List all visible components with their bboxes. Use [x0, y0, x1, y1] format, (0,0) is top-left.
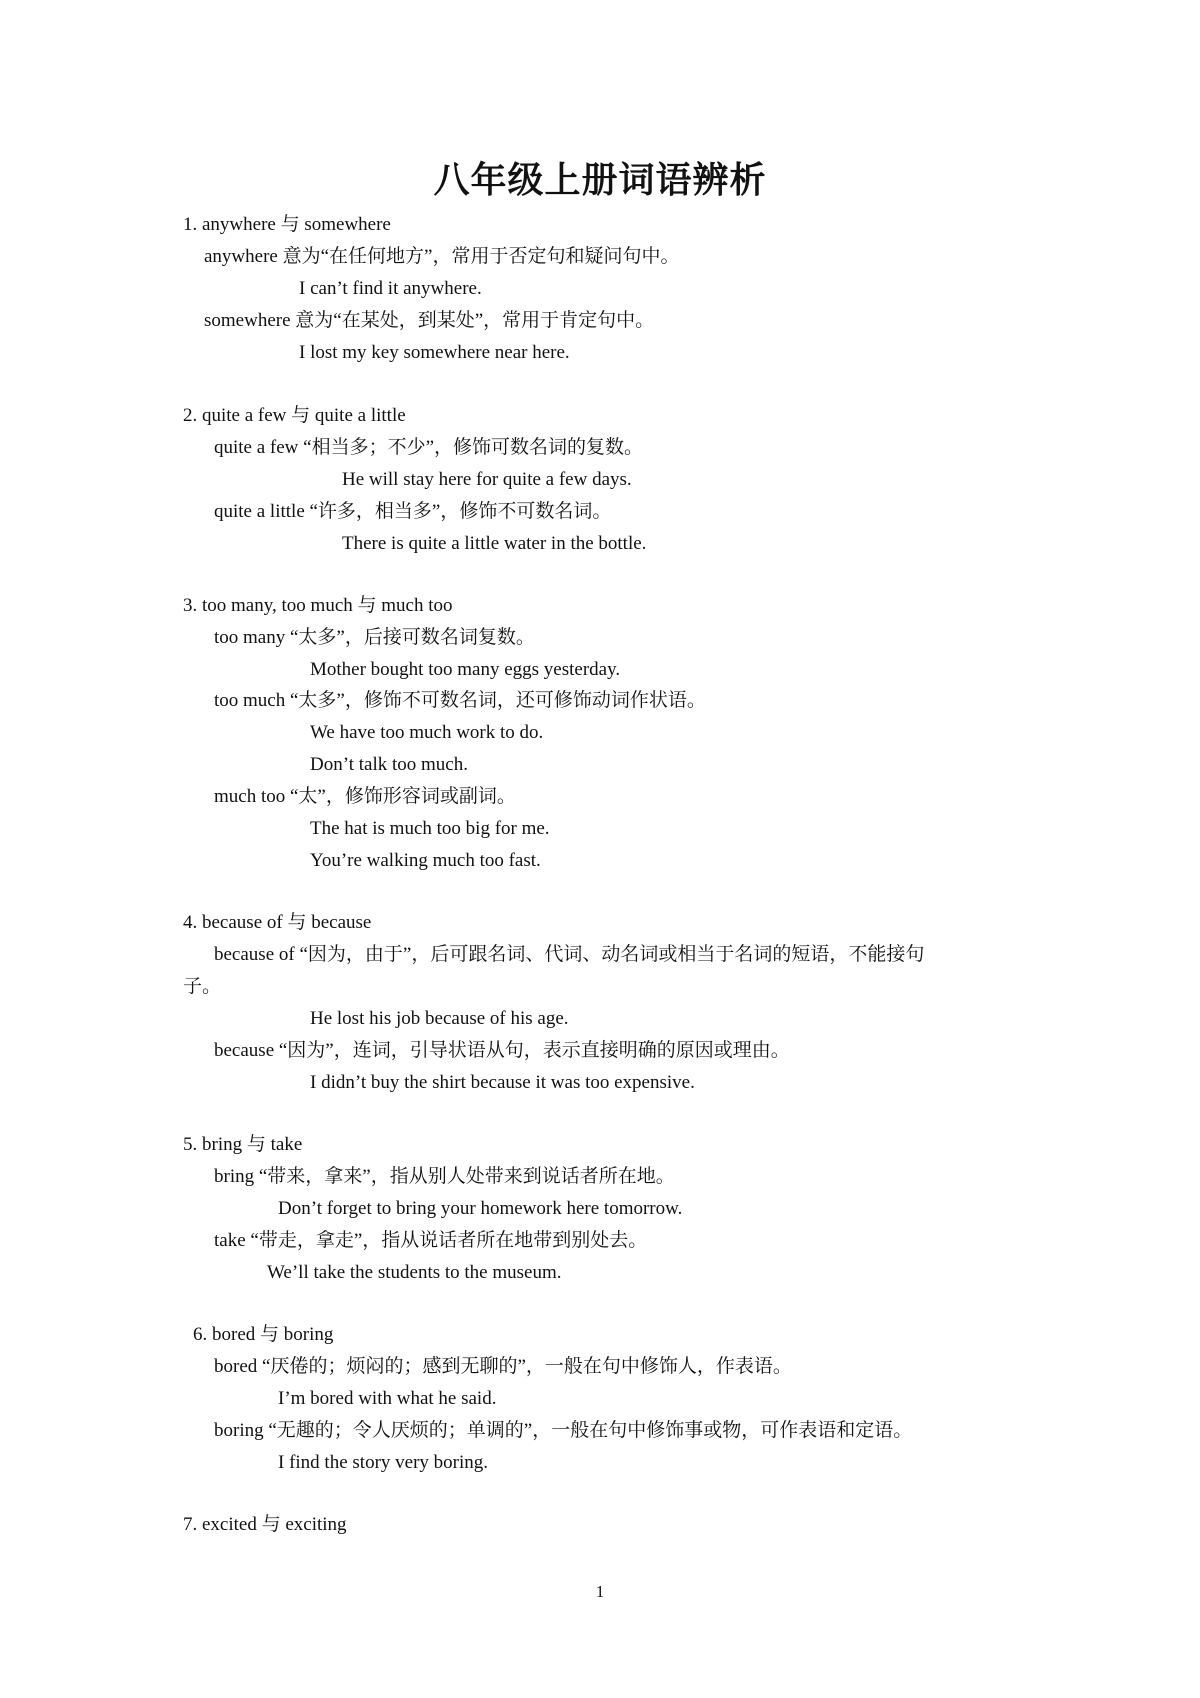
section-7-heading: 7. excited 与 exciting	[183, 1514, 347, 1535]
section-5-heading: 5. bring 与 take	[183, 1134, 303, 1155]
section-6-definition-1: bored “厌倦的；烦闷的；感到无聊的”，一般在句中修饰人，作表语。	[214, 1356, 792, 1377]
section-1-definition-2: somewhere 意为“在某处，到某处”，常用于肯定句中。	[204, 310, 655, 331]
section-6-heading: 6. bored 与 boring	[193, 1324, 334, 1345]
section-5-example-2: We’ll take the students to the museum.	[267, 1262, 562, 1283]
section-3-heading: 3. too many, too much 与 much too	[183, 595, 453, 616]
section-5-example-1: Don’t forget to bring your homework here tomorrow.	[278, 1198, 683, 1219]
section-1-example-1: I can’t find it anywhere.	[299, 278, 482, 299]
section-2-heading: 2. quite a few 与 quite a little	[183, 405, 406, 426]
page-title: 八年级上册词语辨析	[433, 160, 767, 201]
section-4-definition-1-continued: 子。	[183, 976, 222, 997]
section-2-definition-2: quite a little “许多，相当多”，修饰不可数名词。	[214, 501, 612, 522]
section-1-example-2: I lost my key somewhere near here.	[299, 342, 570, 363]
section-3-example-2: We have too much work to do.	[310, 722, 544, 743]
section-4-example-1: He lost his job because of his age.	[310, 1008, 569, 1029]
section-4-definition-1: because of “因为，由于”，后可跟名词、代词、动名词或相当于名词的短语，不能接句	[214, 944, 925, 965]
section-1-definition-1: anywhere 意为“在任何地方”，常用于否定句和疑问句中。	[204, 246, 680, 267]
section-3-definition-1: too many “太多”，后接可数名词复数。	[214, 627, 535, 648]
section-1-heading: 1. anywhere 与 somewhere	[183, 214, 391, 235]
section-4-heading: 4. because of 与 because	[183, 912, 372, 933]
section-3-definition-3: much too “太”，修饰形容词或副词。	[214, 786, 516, 807]
section-2-example-2: There is quite a little water in the bottle.	[342, 533, 647, 554]
section-3-example-1: Mother bought too many eggs yesterday.	[310, 659, 621, 680]
section-5-definition-1: bring “带来，拿来”，指从别人处带来到说话者所在地。	[214, 1166, 675, 1187]
section-6-example-1: I’m bored with what he said.	[278, 1388, 497, 1409]
section-3-example-3: Don’t talk too much.	[310, 754, 468, 775]
section-6-example-2: I find the story very boring.	[278, 1452, 489, 1473]
section-3-definition-2: too much “太多”，修饰不可数名词，还可修饰动词作状语。	[214, 690, 706, 711]
page-number: 1	[595, 1582, 605, 1601]
section-6-definition-2: boring “无趣的；令人厌烦的；单调的”，一般在句中修饰事或物，可作表语和定语。	[214, 1420, 913, 1441]
section-3-example-4: The hat is much too big for me.	[310, 818, 550, 839]
section-5-definition-2: take “带走，拿走”，指从说话者所在地带到别处去。	[214, 1230, 648, 1251]
section-2-definition-1: quite a few “相当多；不少”，修饰可数名词的复数。	[214, 437, 644, 458]
section-2-example-1: He will stay here for quite a few days.	[342, 469, 632, 490]
section-3-example-5: You’re walking much too fast.	[310, 850, 541, 871]
section-4-definition-2: because “因为”，连词，引导状语从句，表示直接明确的原因或理由。	[214, 1040, 790, 1061]
section-4-example-2: I didn’t buy the shirt because it was too expensive.	[310, 1072, 695, 1093]
